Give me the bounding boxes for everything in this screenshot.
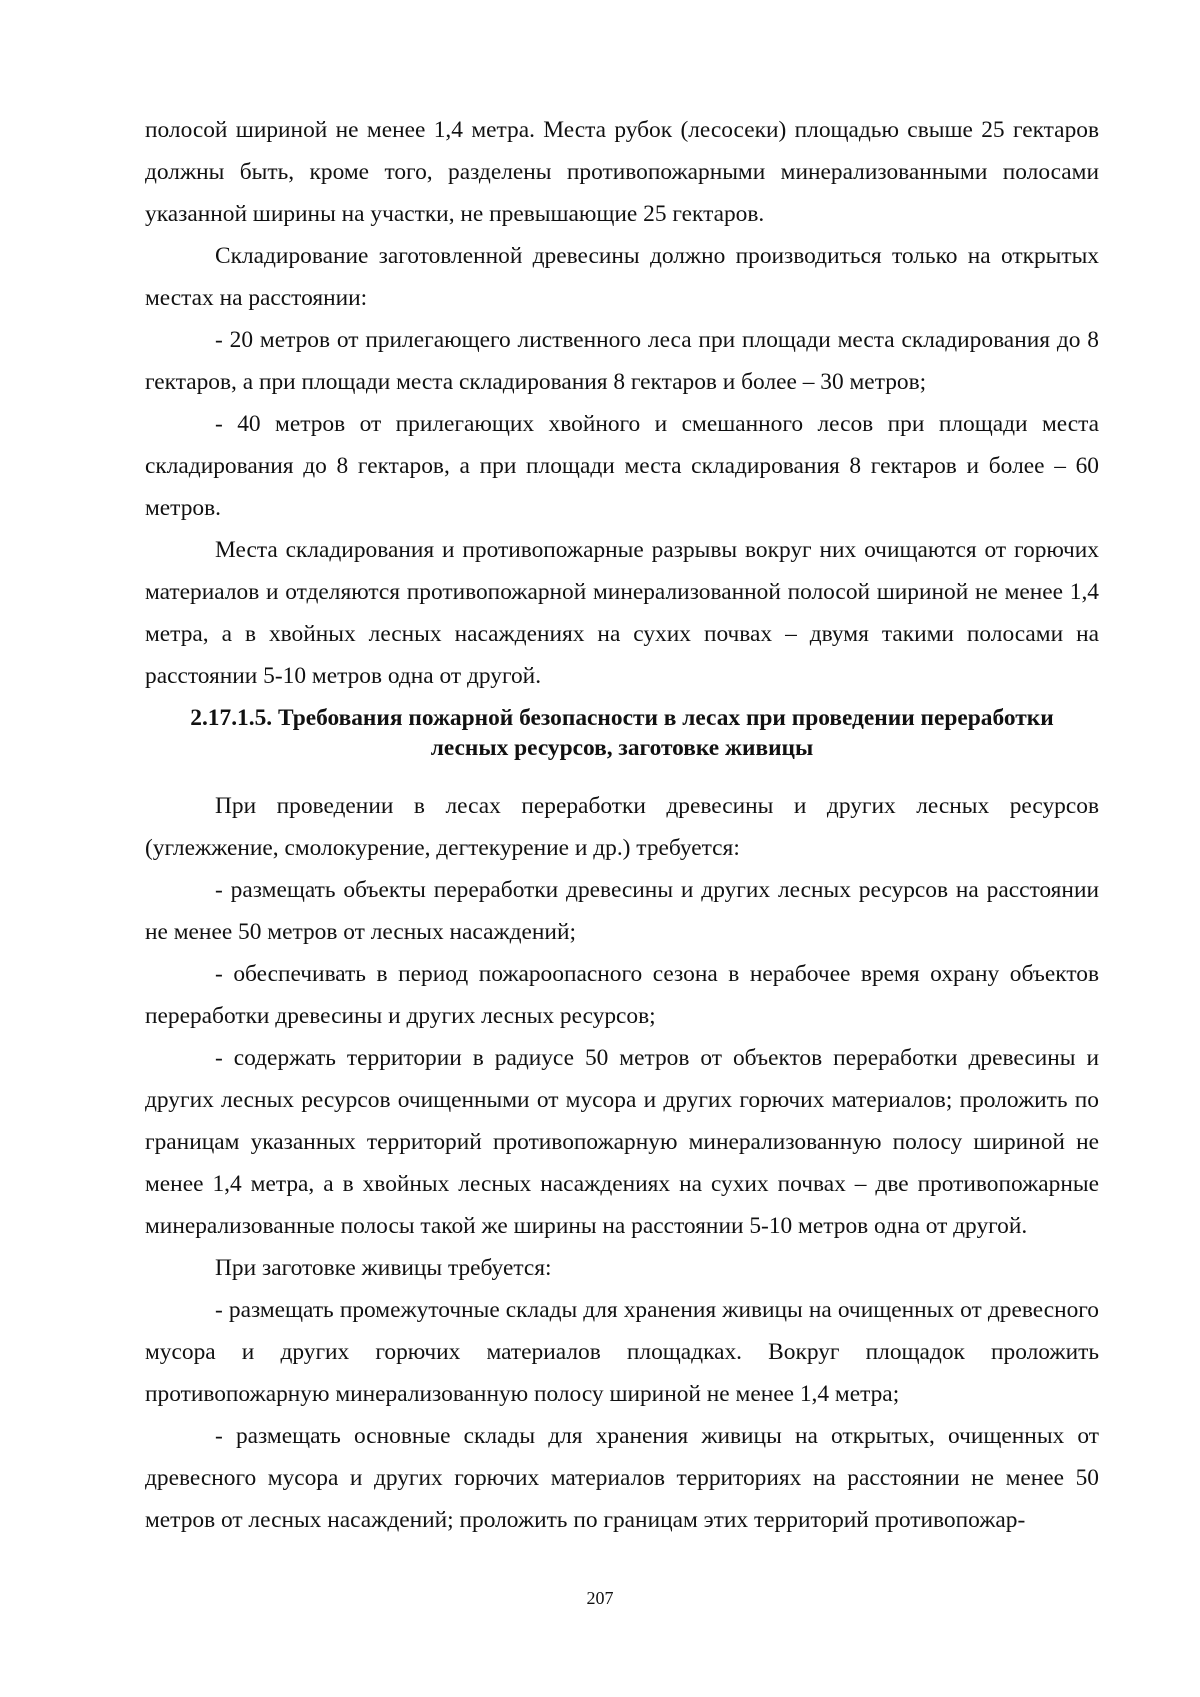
list-item: - размещать объекты переработки древесины и других лесных ресурсов на расстоянии не менее 50 метров от лесных насаждений; <box>145 877 1099 945</box>
section-heading-line1: 2.17.1.5. Требования пожарной безопасности в лесах при проведении переработки <box>190 705 1054 731</box>
list-item: - обеспечивать в период пожароопасного сезона в нерабочее время охрану объектов переработки древесины и других лесных ресурсов; <box>145 961 1099 1029</box>
paragraph: При заготовке живицы требуется: <box>215 1255 552 1281</box>
section-heading <box>145 703 1099 763</box>
paragraph: При проведении в лесах переработки древесины и других лесных ресурсов (углежжение, смолокурение, дегтекурение и др.) требуется: <box>145 793 1099 861</box>
list-item: - содержать территории в радиусе 50 метров от объектов переработки древесины и других лесных ресурсов очищенными от мусора и других горючих материалов; проложить по границам указанных территорий противопожарную минерализованную полосу шириной не менее 1,4 метра, а в хвойных лесных насаждениях на сухих почвах – две противопожарные минерализованные полосы такой же ширины на расстоянии 5-10 метров одна от другой. <box>145 1045 1099 1239</box>
list-item: - размещать промежуточные склады для хранения живицы на очищенных от древесного мусора и других горючих материалов площадках. Вокруг площадок проложить противопожарную минерализованную полосу шириной не менее 1,4 метра; <box>145 1297 1099 1407</box>
page-number: 207 <box>586 1588 614 1608</box>
list-item: - размещать основные склады для хранения живицы на открытых, очищенных от древесного мусора и других горючих материалов территориях на расстоянии не менее 50 метров от лесных насаждений; проложить по границам этих территорий противопожар- <box>145 1423 1099 1533</box>
paragraph: Места складирования и противопожарные разрывы вокруг них очищаются от горючих материалов и отделяются противопожарной минерализованной полосой шириной не менее 1,4 метра, а в хвойных лесных насаждениях на сухих почвах – двумя такими полосами на расстоянии 5-10 метров одна от другой. <box>145 537 1099 689</box>
paragraph: Складирование заготовленной древесины должно производиться только на открытых местах на расстоянии: <box>145 243 1099 311</box>
page-body <box>145 109 1099 1541</box>
section-heading-line2: лесных ресурсов, заготовке живицы <box>430 735 814 761</box>
list-item: - 20 метров от прилегающего лиственного леса при площади места складирования до 8 гектаров, а при площади места складирования 8 гектаров и более – 30 метров; <box>145 327 1099 395</box>
paragraph-continuation: полосой шириной не менее 1,4 метра. Места рубок (лесосеки) площадью свыше 25 гектаров должны быть, кроме того, разделены противопожарными минерализованными полосами указанной ширины на участки, не превышающие 25 гектаров. <box>145 117 1099 227</box>
list-item: - 40 метров от прилегающих хвойного и смешанного лесов при площади места складирования до 8 гектаров, а при площади места складирования 8 гектаров и более – 60 метров. <box>145 411 1099 521</box>
